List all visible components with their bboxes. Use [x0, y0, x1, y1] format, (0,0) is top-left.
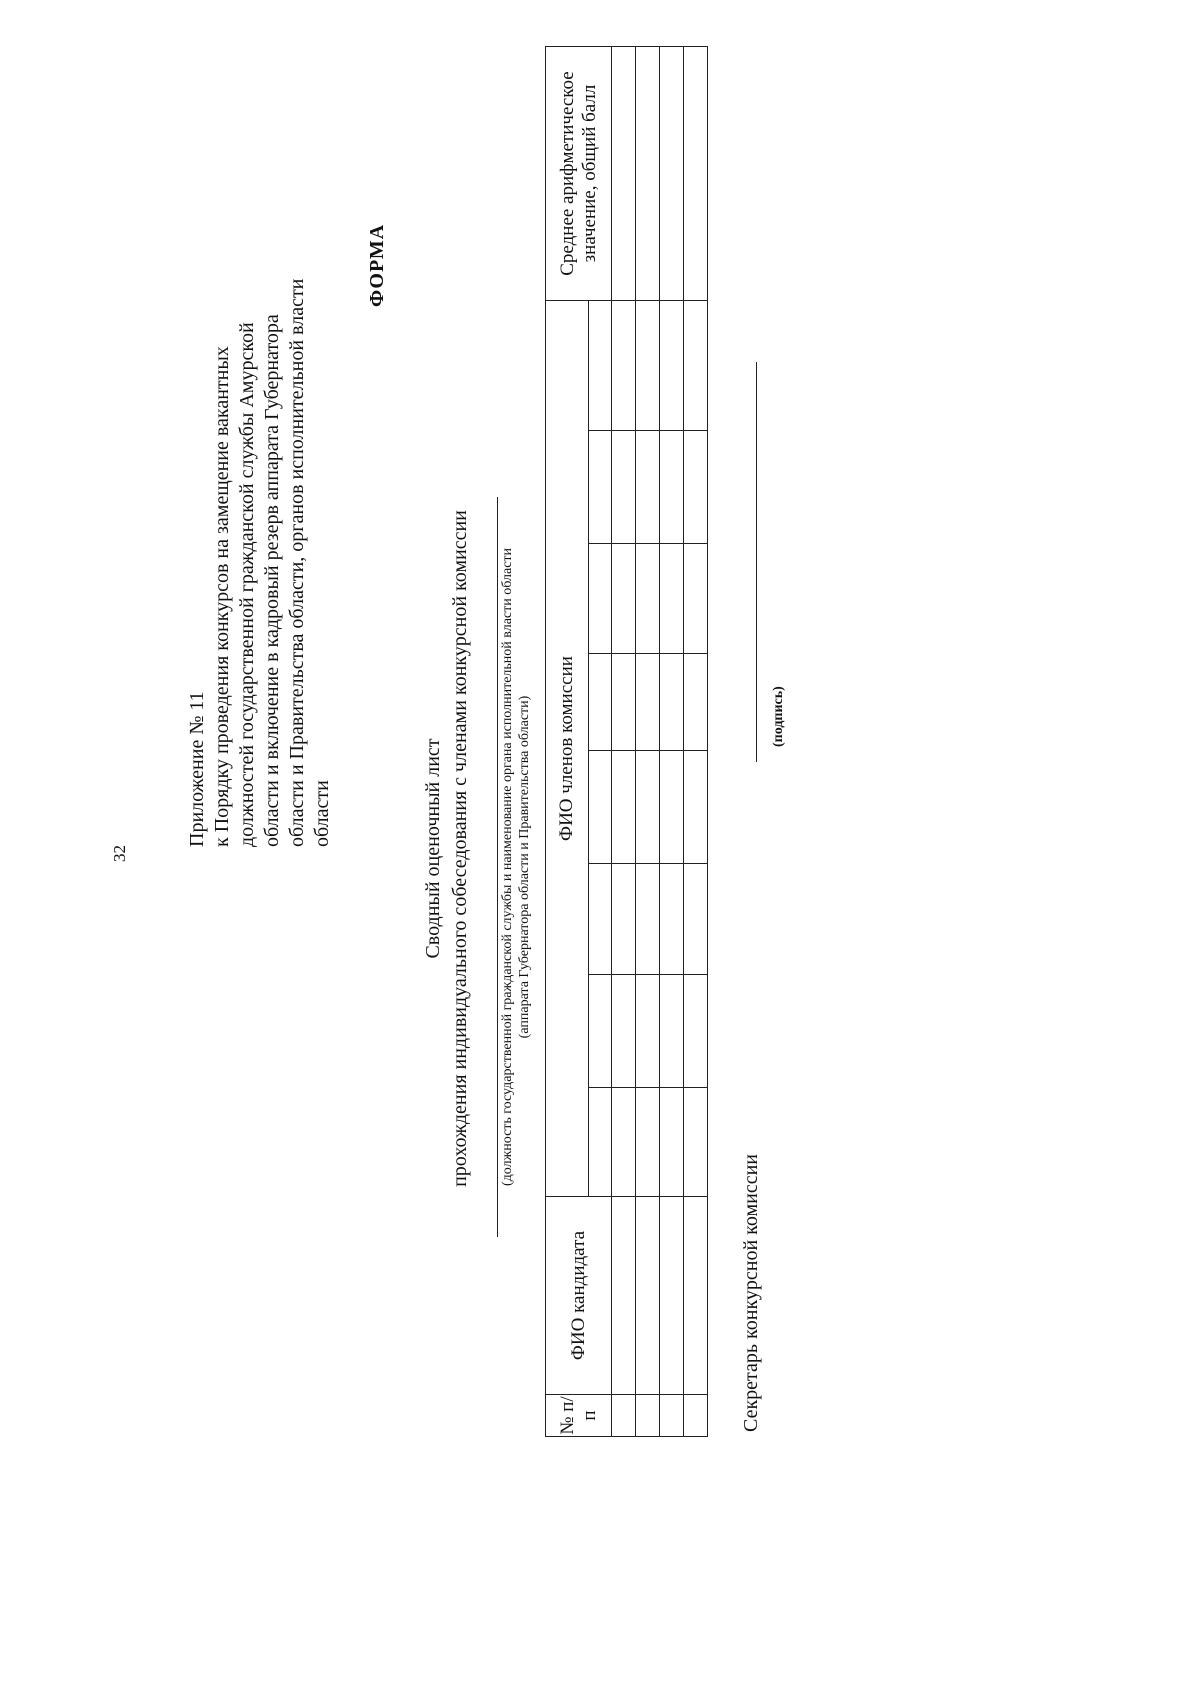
title-line-2: прохождения индивидуального собеседования с членами конкурсной комиссии — [449, 510, 471, 1187]
position-fill-line[interactable] — [497, 497, 498, 1237]
table-cell[interactable] — [684, 975, 708, 1088]
table-cell[interactable] — [660, 1395, 684, 1437]
table-cell[interactable] — [684, 431, 708, 544]
table-cell[interactable] — [660, 301, 684, 431]
position-caption-line-1: (должность государственной гражданской службы и наименование органа исполнительной власти области — [500, 547, 515, 1187]
member-name-cell[interactable] — [589, 975, 612, 1088]
header-candidate: ФИО кандидата — [546, 1197, 612, 1395]
table-cell[interactable] — [612, 654, 636, 751]
table-cell[interactable] — [636, 864, 660, 975]
table-cell[interactable] — [684, 47, 708, 301]
signature-caption: (подпись) — [771, 686, 786, 747]
table-row — [612, 47, 636, 1437]
table-cell[interactable] — [684, 1197, 708, 1395]
rating-table — [545, 46, 708, 1437]
table-cell[interactable] — [684, 1088, 708, 1197]
table-cell[interactable] — [612, 301, 636, 431]
table-cell[interactable] — [660, 864, 684, 975]
table-cell[interactable] — [636, 544, 660, 654]
table-cell[interactable] — [636, 654, 660, 751]
table-cell[interactable] — [660, 1197, 684, 1395]
table-body — [612, 47, 708, 1437]
table-cell[interactable] — [612, 1395, 636, 1437]
table-cell[interactable] — [684, 751, 708, 864]
member-name-cell[interactable] — [589, 1088, 612, 1197]
appendix-line: Приложение № 11 — [186, 691, 208, 847]
table-cell[interactable] — [636, 1088, 660, 1197]
page-number: 32 — [110, 845, 129, 862]
member-name-cell[interactable] — [589, 751, 612, 864]
appendix-line: области и включение в кадровый резерв аппарата Губернатора — [261, 314, 283, 847]
table-cell[interactable] — [612, 864, 636, 975]
appendix-line: области и Правительства области, органов исполнительной власти — [286, 278, 308, 847]
table-cell[interactable] — [684, 544, 708, 654]
table-cell[interactable] — [612, 1197, 636, 1395]
member-name-cell[interactable] — [589, 301, 612, 431]
member-name-cell[interactable] — [589, 544, 612, 654]
table-cell[interactable] — [684, 654, 708, 751]
title-line-1: Сводный оценочный лист — [422, 738, 444, 959]
member-name-cell[interactable] — [589, 864, 612, 975]
table-cell[interactable] — [660, 751, 684, 864]
table-cell[interactable] — [636, 47, 660, 301]
secretary-name-line[interactable] — [756, 362, 757, 762]
table-cell[interactable] — [636, 301, 660, 431]
table-cell[interactable] — [636, 751, 660, 864]
appendix-header — [185, 278, 335, 847]
table-cell[interactable] — [612, 975, 636, 1088]
table-cell[interactable] — [636, 431, 660, 544]
table-cell[interactable] — [684, 864, 708, 975]
table-cell[interactable] — [636, 975, 660, 1088]
table-cell[interactable] — [612, 431, 636, 544]
position-caption — [499, 497, 533, 1237]
document-title — [420, 0, 474, 1697]
member-name-cell[interactable] — [589, 654, 612, 751]
header-average-score: Среднее арифметическое значение, общий балл — [546, 47, 612, 301]
table-cell[interactable] — [660, 544, 684, 654]
header-number: № п/п — [546, 1395, 612, 1437]
form-label: ФОРМА — [366, 223, 388, 307]
table-cell[interactable] — [636, 1197, 660, 1395]
table-cell[interactable] — [612, 544, 636, 654]
table-cell[interactable] — [660, 975, 684, 1088]
table-row — [636, 47, 660, 1437]
table-cell[interactable] — [684, 301, 708, 431]
table-row — [684, 47, 708, 1437]
table-cell[interactable] — [660, 654, 684, 751]
table-cell[interactable] — [660, 431, 684, 544]
secretary-label: Секретарь конкурсной комиссии — [740, 1154, 762, 1432]
header-commission-members: ФИО членов комиссии — [546, 301, 589, 1197]
position-caption-line-2: (аппарата Губернатора области и Правительства области) — [517, 695, 532, 1039]
table-row — [660, 47, 684, 1437]
appendix-line: должностей государственной гражданской службы Амурской — [236, 322, 258, 847]
table-cell[interactable] — [684, 1395, 708, 1437]
appendix-line: к Порядку проведения конкурсов на замещение вакантных — [211, 346, 233, 847]
table-cell[interactable] — [636, 1395, 660, 1437]
member-name-cell[interactable] — [589, 431, 612, 544]
table-cell[interactable] — [612, 751, 636, 864]
table-cell[interactable] — [612, 1088, 636, 1197]
appendix-line: области — [311, 780, 333, 847]
table-cell[interactable] — [660, 1088, 684, 1197]
table-cell[interactable] — [660, 47, 684, 301]
table-cell[interactable] — [612, 47, 636, 301]
